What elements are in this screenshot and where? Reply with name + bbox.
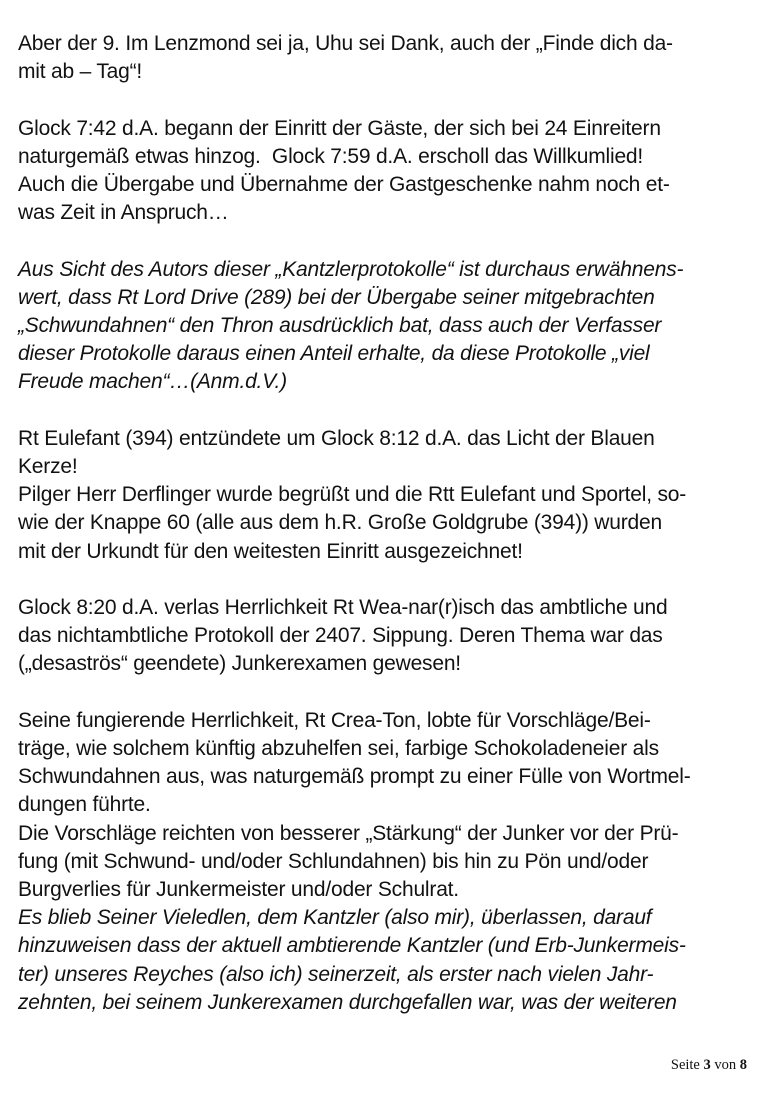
paragraph: [18, 594, 750, 679]
text-line: Glock 8:20 d.A. verlas Herrlichkeit Rt Wea-nar(r)isch das ambtliche und: [18, 596, 668, 619]
text-line: was Zeit in Anspruch…: [18, 201, 229, 225]
text-line: Glock 7:42 d.A. begann der Einritt der Gäste, der sich bei 24 Einreitern: [18, 116, 661, 140]
text-line: dieser Protokolle daraus einen Anteil erhalte, da diese Protokolle „viel: [18, 342, 650, 366]
text-line: hinzuweisen dass der aktuell ambtierende Kantzler (und Erb-Junkermeis-: [18, 934, 686, 958]
footer-seite-label: Seite: [670, 1057, 704, 1073]
text-line: Pilger Herr Derflinger wurde begrüßt und die Rtt Eulefant und Sportel, so-: [18, 483, 687, 507]
paragraph: [18, 425, 750, 481]
paragraph: [18, 707, 750, 820]
text-line: Es blieb Seiner Vieledlen, dem Kantzler (also mir), überlassen, darauf: [18, 906, 652, 930]
text-line: Freude machen“…(Anm.d.V.): [18, 370, 287, 394]
text-line: Burgverlies für Junkermeister und/oder Schulrat.: [18, 878, 459, 902]
text-line: „Schwundahnen“ den Thron ausdrücklich bat, dass auch der Verfasser: [18, 314, 662, 337]
text-line: das nichtambtliche Protokoll der 2407. Sippung. Deren Thema war das: [18, 624, 663, 648]
paragraph: [18, 904, 750, 1017]
text-line: zehnten, bei seinem Junkerexamen durchgefallen war, was der weiteren: [18, 990, 677, 1014]
text-line: mit der Urkundt für den weitesten Einritt ausgezeichnet!: [18, 539, 523, 563]
text-line: dungen führte.: [18, 793, 151, 817]
text-line: („desaströs“ geendete) Junkerexamen gewesen!: [18, 652, 461, 676]
footer-page-number: 3: [703, 1057, 711, 1073]
text-line: Seine fungierende Herrlichkeit, Rt Crea-Ton, lobte für Vorschläge/Bei-: [18, 708, 651, 732]
text-line: träge, wie solchem künftig abzuhelfen sei, farbige Schokoladeneier als: [18, 737, 659, 760]
text-line: fung (mit Schwund- und/oder Schlundahnen) bis hin zu Pön und/oder: [18, 849, 649, 873]
paragraph: [18, 115, 750, 228]
text-line: Die Vorschläge reichten von besserer „Stärkung“ der Junker vor der Prü-: [18, 821, 679, 845]
text-line: Schwundahnen aus, was naturgemäß prompt zu einer Fülle von Wortmel-: [18, 765, 691, 789]
text-line: ter) unseres Reyches (also ich) seinerzeit, als erster nach vielen Jahr-: [18, 962, 654, 986]
paragraph: [18, 30, 750, 86]
footer-total-pages: 8: [739, 1057, 747, 1073]
text-line: wie der Knappe 60 (alle aus dem h.R. Große Goldgrube (394)) wurden: [18, 511, 662, 535]
text-line: mit ab – Tag“!: [18, 60, 143, 84]
paragraph: [18, 256, 750, 397]
text-line: Aber der 9. Im Lenzmond sei ja, Uhu sei Dank, auch der „Finde dich da-: [18, 32, 673, 55]
text-line: naturgemäß etwas hinzog. Glock 7:59 d.A. erscholl das Willkumlied!: [18, 144, 644, 168]
text-line: Rt Eulefant (394) entzündete um Glock 8:12 d.A. das Licht der Blauen: [18, 426, 655, 450]
text-line: wert, dass Rt Lord Drive (289) bei der Übergabe seiner mitgebrachten: [18, 285, 655, 309]
paragraph: [18, 481, 750, 566]
text-line: Auch die Übergabe und Übernahme der Gastgeschenke nahm noch et-: [18, 173, 670, 196]
page-footer: [671, 1056, 747, 1074]
text-line: Kerze!: [18, 455, 78, 478]
footer-von-label: von: [710, 1057, 740, 1073]
text-line: Aus Sicht des Autors dieser „Kantzlerprotokolle“ ist durchaus erwähnens-: [18, 257, 684, 281]
paragraph: [18, 820, 750, 905]
